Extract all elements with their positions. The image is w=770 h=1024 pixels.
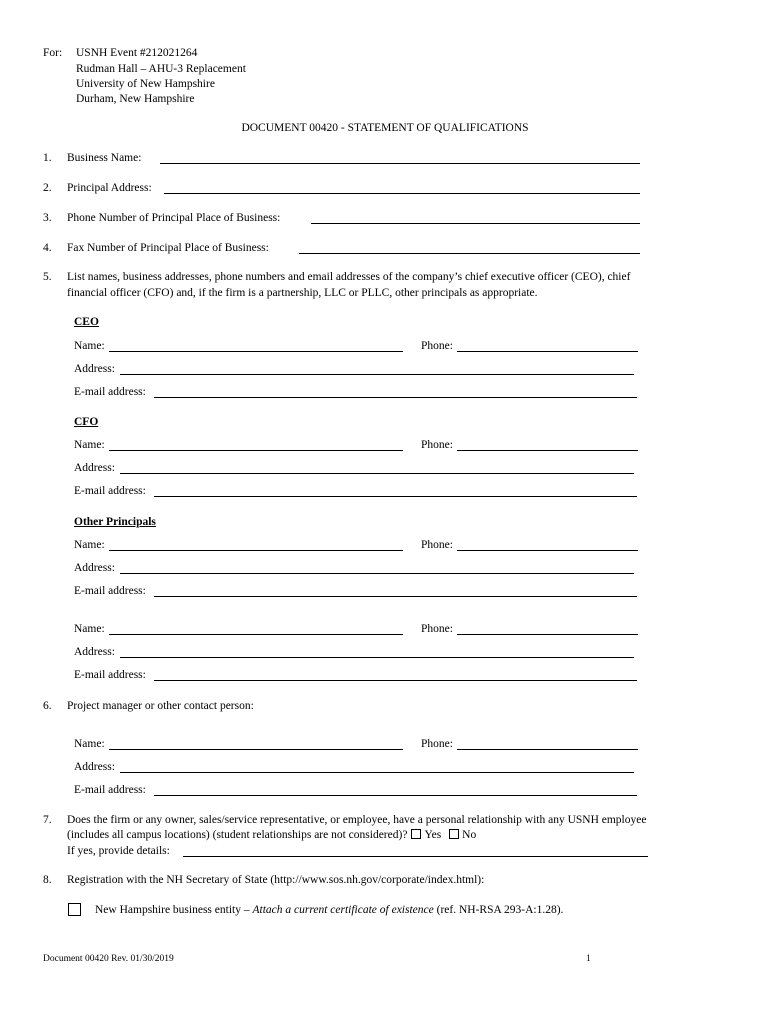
cfo-name-phone-row (74, 438, 640, 453)
fax-number-field[interactable] (299, 242, 640, 254)
principal-address-label: Principal Address: (67, 182, 152, 194)
principal2-email-row (74, 668, 640, 683)
item-number: 5. (43, 271, 52, 283)
no-checkbox[interactable] (449, 829, 459, 839)
yes-checkbox[interactable] (411, 829, 421, 839)
institution: University of New Hampshire (76, 78, 215, 90)
pm-email-field[interactable] (154, 784, 637, 796)
phone-label: Phone: (421, 340, 453, 352)
principal1-email-row (74, 584, 640, 599)
cfo-phone-field[interactable] (457, 439, 638, 451)
phone-number-label: Phone Number of Principal Place of Business: (67, 212, 281, 224)
email-label: E-mail address: (74, 585, 146, 597)
ceo-address-row (74, 362, 640, 377)
nh-entity-reference: (ref. NH-RSA 293-A:1.28). (436, 904, 564, 916)
name-label: Name: (74, 340, 105, 352)
business-name-field[interactable] (160, 152, 640, 164)
ceo-name-field[interactable] (109, 340, 403, 352)
cfo-name-field[interactable] (109, 439, 403, 451)
no-label: No (462, 829, 477, 841)
principal1-name-field[interactable] (109, 539, 403, 551)
page-number: 1 (586, 954, 591, 964)
officers-instruction-line1: List names, business addresses, phone numbers and email addresses of the company’s chief executive officer (CEO), chief (67, 271, 631, 283)
page-title: DOCUMENT 00420 - STATEMENT OF QUALIFICATIONS (241, 122, 529, 134)
email-label: E-mail address: (74, 485, 146, 497)
cfo-heading: CFO (74, 416, 99, 428)
phone-label: Phone: (421, 738, 453, 750)
item-number: 3. (43, 212, 52, 224)
email-label: E-mail address: (74, 669, 146, 681)
principal1-phone-field[interactable] (457, 539, 638, 551)
phone-label: Phone: (421, 623, 453, 635)
address-label: Address: (74, 562, 115, 574)
yes-label: Yes (424, 829, 442, 841)
nh-entity-text: New Hampshire business entity – (95, 904, 250, 916)
ceo-address-field[interactable] (120, 363, 634, 375)
document-revision: Document 00420 Rev. 01/30/2019 (43, 954, 174, 964)
registration-label: Registration with the NH Secretary of State (http://www.sos.nh.gov/corporate/index.html): (67, 874, 485, 886)
principal1-address-row (74, 561, 640, 576)
name-label: Name: (74, 623, 105, 635)
item-number: 4. (43, 242, 52, 254)
location: Durham, New Hampshire (76, 93, 195, 105)
details-field[interactable] (183, 845, 648, 857)
cfo-address-field[interactable] (120, 462, 634, 474)
principal-address-field[interactable] (164, 182, 640, 194)
fax-number-label: Fax Number of Principal Place of Business: (67, 242, 269, 254)
pm-name-phone-row (74, 737, 640, 752)
address-label: Address: (74, 363, 115, 375)
principal2-name-field[interactable] (109, 623, 403, 635)
principal1-email-field[interactable] (154, 585, 637, 597)
pm-address-field[interactable] (120, 761, 634, 773)
nh-entity-instruction: Attach a current certificate of existence (252, 904, 434, 916)
principal2-address-field[interactable] (120, 646, 634, 658)
name-label: Name: (74, 539, 105, 551)
cfo-address-row (74, 461, 640, 476)
other-principals-heading: Other Principals (74, 516, 156, 528)
item-number: 1. (43, 152, 52, 164)
principal1-address-field[interactable] (120, 562, 634, 574)
event-number: USNH Event #212021264 (76, 47, 198, 59)
for-label: For: (43, 47, 63, 59)
project-manager-label: Project manager or other contact person: (67, 700, 254, 712)
nh-entity-option (95, 903, 563, 918)
ceo-email-field[interactable] (154, 386, 637, 398)
relationship-question-line2 (67, 828, 476, 843)
ceo-phone-field[interactable] (457, 340, 638, 352)
principal2-address-row (74, 645, 640, 660)
name-label: Name: (74, 738, 105, 750)
item-number: 6. (43, 700, 52, 712)
phone-label: Phone: (421, 539, 453, 551)
cfo-email-row (74, 484, 640, 499)
pm-address-row (74, 760, 640, 775)
relationship-question-line1: Does the firm or any owner, sales/service representative, or employee, have a personal relationship with any USNH employee (67, 814, 647, 826)
address-label: Address: (74, 462, 115, 474)
address-label: Address: (74, 646, 115, 658)
cfo-email-field[interactable] (154, 485, 637, 497)
email-label: E-mail address: (74, 386, 146, 398)
ceo-heading: CEO (74, 316, 99, 328)
principal2-email-field[interactable] (154, 669, 637, 681)
principal2-phone-field[interactable] (457, 623, 638, 635)
item-number: 7. (43, 814, 52, 826)
ceo-email-row (74, 385, 640, 400)
principal2-name-phone-row (74, 622, 640, 637)
project-name: Rudman Hall – AHU-3 Replacement (76, 63, 246, 75)
item-number: 2. (43, 182, 52, 194)
address-label: Address: (74, 761, 115, 773)
phone-number-field[interactable] (311, 212, 640, 224)
pm-name-field[interactable] (109, 738, 403, 750)
principal1-name-phone-row (74, 538, 640, 553)
item-number: 8. (43, 874, 52, 886)
ceo-name-phone-row (74, 339, 640, 354)
name-label: Name: (74, 439, 105, 451)
nh-entity-checkbox[interactable] (68, 903, 81, 916)
details-label: If yes, provide details: (67, 845, 170, 857)
phone-label: Phone: (421, 439, 453, 451)
officers-instruction-line2: financial officer (CFO) and, if the firm is a partnership, LLC or PLLC, other principals as appropriate. (67, 287, 538, 299)
relationship-question-text: (includes all campus locations) (student relationships are not considered)? (67, 829, 408, 841)
email-label: E-mail address: (74, 784, 146, 796)
pm-email-row (74, 783, 640, 798)
pm-phone-field[interactable] (457, 738, 638, 750)
business-name-label: Business Name: (67, 152, 142, 164)
